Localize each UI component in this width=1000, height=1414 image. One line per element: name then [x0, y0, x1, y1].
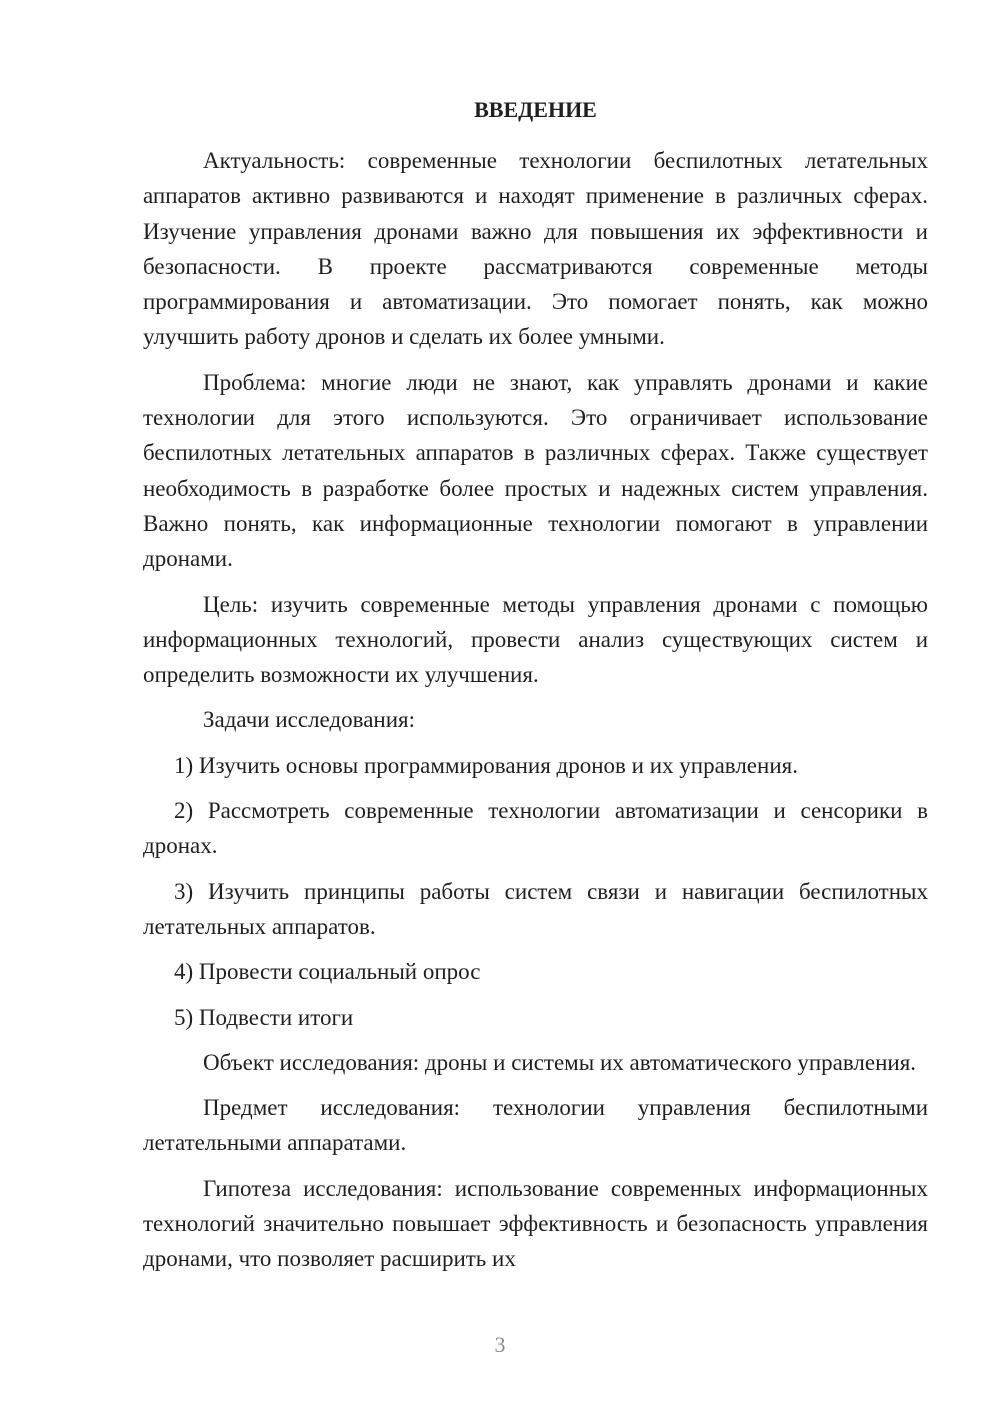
- list-item: 2) Рассмотреть современные технологии автоматизации и сенсорики в дронах.: [143, 798, 928, 859]
- list-item: 4) Провести социальный опрос: [174, 959, 481, 985]
- page-content: [143, 92, 928, 1287]
- list-item: 5) Подвести итоги: [174, 1004, 354, 1030]
- page-number: 3: [494, 1332, 506, 1357]
- paragraph-subject: Предмет исследования: технологии управления беспилотными летательными аппаратами.: [143, 1095, 928, 1156]
- paragraph-object: Объект исследования: дроны и системы их автоматического управления.: [203, 1049, 917, 1075]
- paragraph-problem: Проблема: многие люди не знают, как управлять дронами и какие технологии для этого используются. Это ограничивает использование беспилотных летательных аппаратов в различных сферах. Также существует необходимость в разработке более простых и надежных систем управления. Важно понять, как информационные технологии помогают в управлении дронами.: [143, 369, 928, 572]
- paragraph-goal: Цель: изучить современные методы управления дронами с помощью информационных технологий, провести анализ существующих систем и определить возможности их улучшения.: [143, 591, 928, 688]
- section-title: ВВЕДЕНИЕ: [474, 97, 597, 122]
- list-item: 1) Изучить основы программирования дронов и их управления.: [174, 752, 798, 778]
- tasks-list: [143, 748, 928, 1035]
- paragraph-hypothesis: Гипотеза исследования: использование современных информационных технологий значительно повышает эффективность и безопасность управления дронами, что позволяет расширить их: [143, 1175, 928, 1272]
- tasks-heading: Задачи исследования:: [203, 707, 416, 733]
- list-item: 3) Изучить принципы работы систем связи и навигации беспилотных летательных аппаратов.: [143, 878, 928, 939]
- paragraph-relevance: Актуальность: современные технологии беспилотных летательных аппаратов активно развиваются и находят применение в различных сферах. Изучение управления дронами важно для повышения их эффективности и безопасности. В проекте рассматриваются современные методы программирования и автоматизации. Это помогает понять, как можно улучшить работу дронов и сделать их более умными.: [143, 148, 928, 350]
